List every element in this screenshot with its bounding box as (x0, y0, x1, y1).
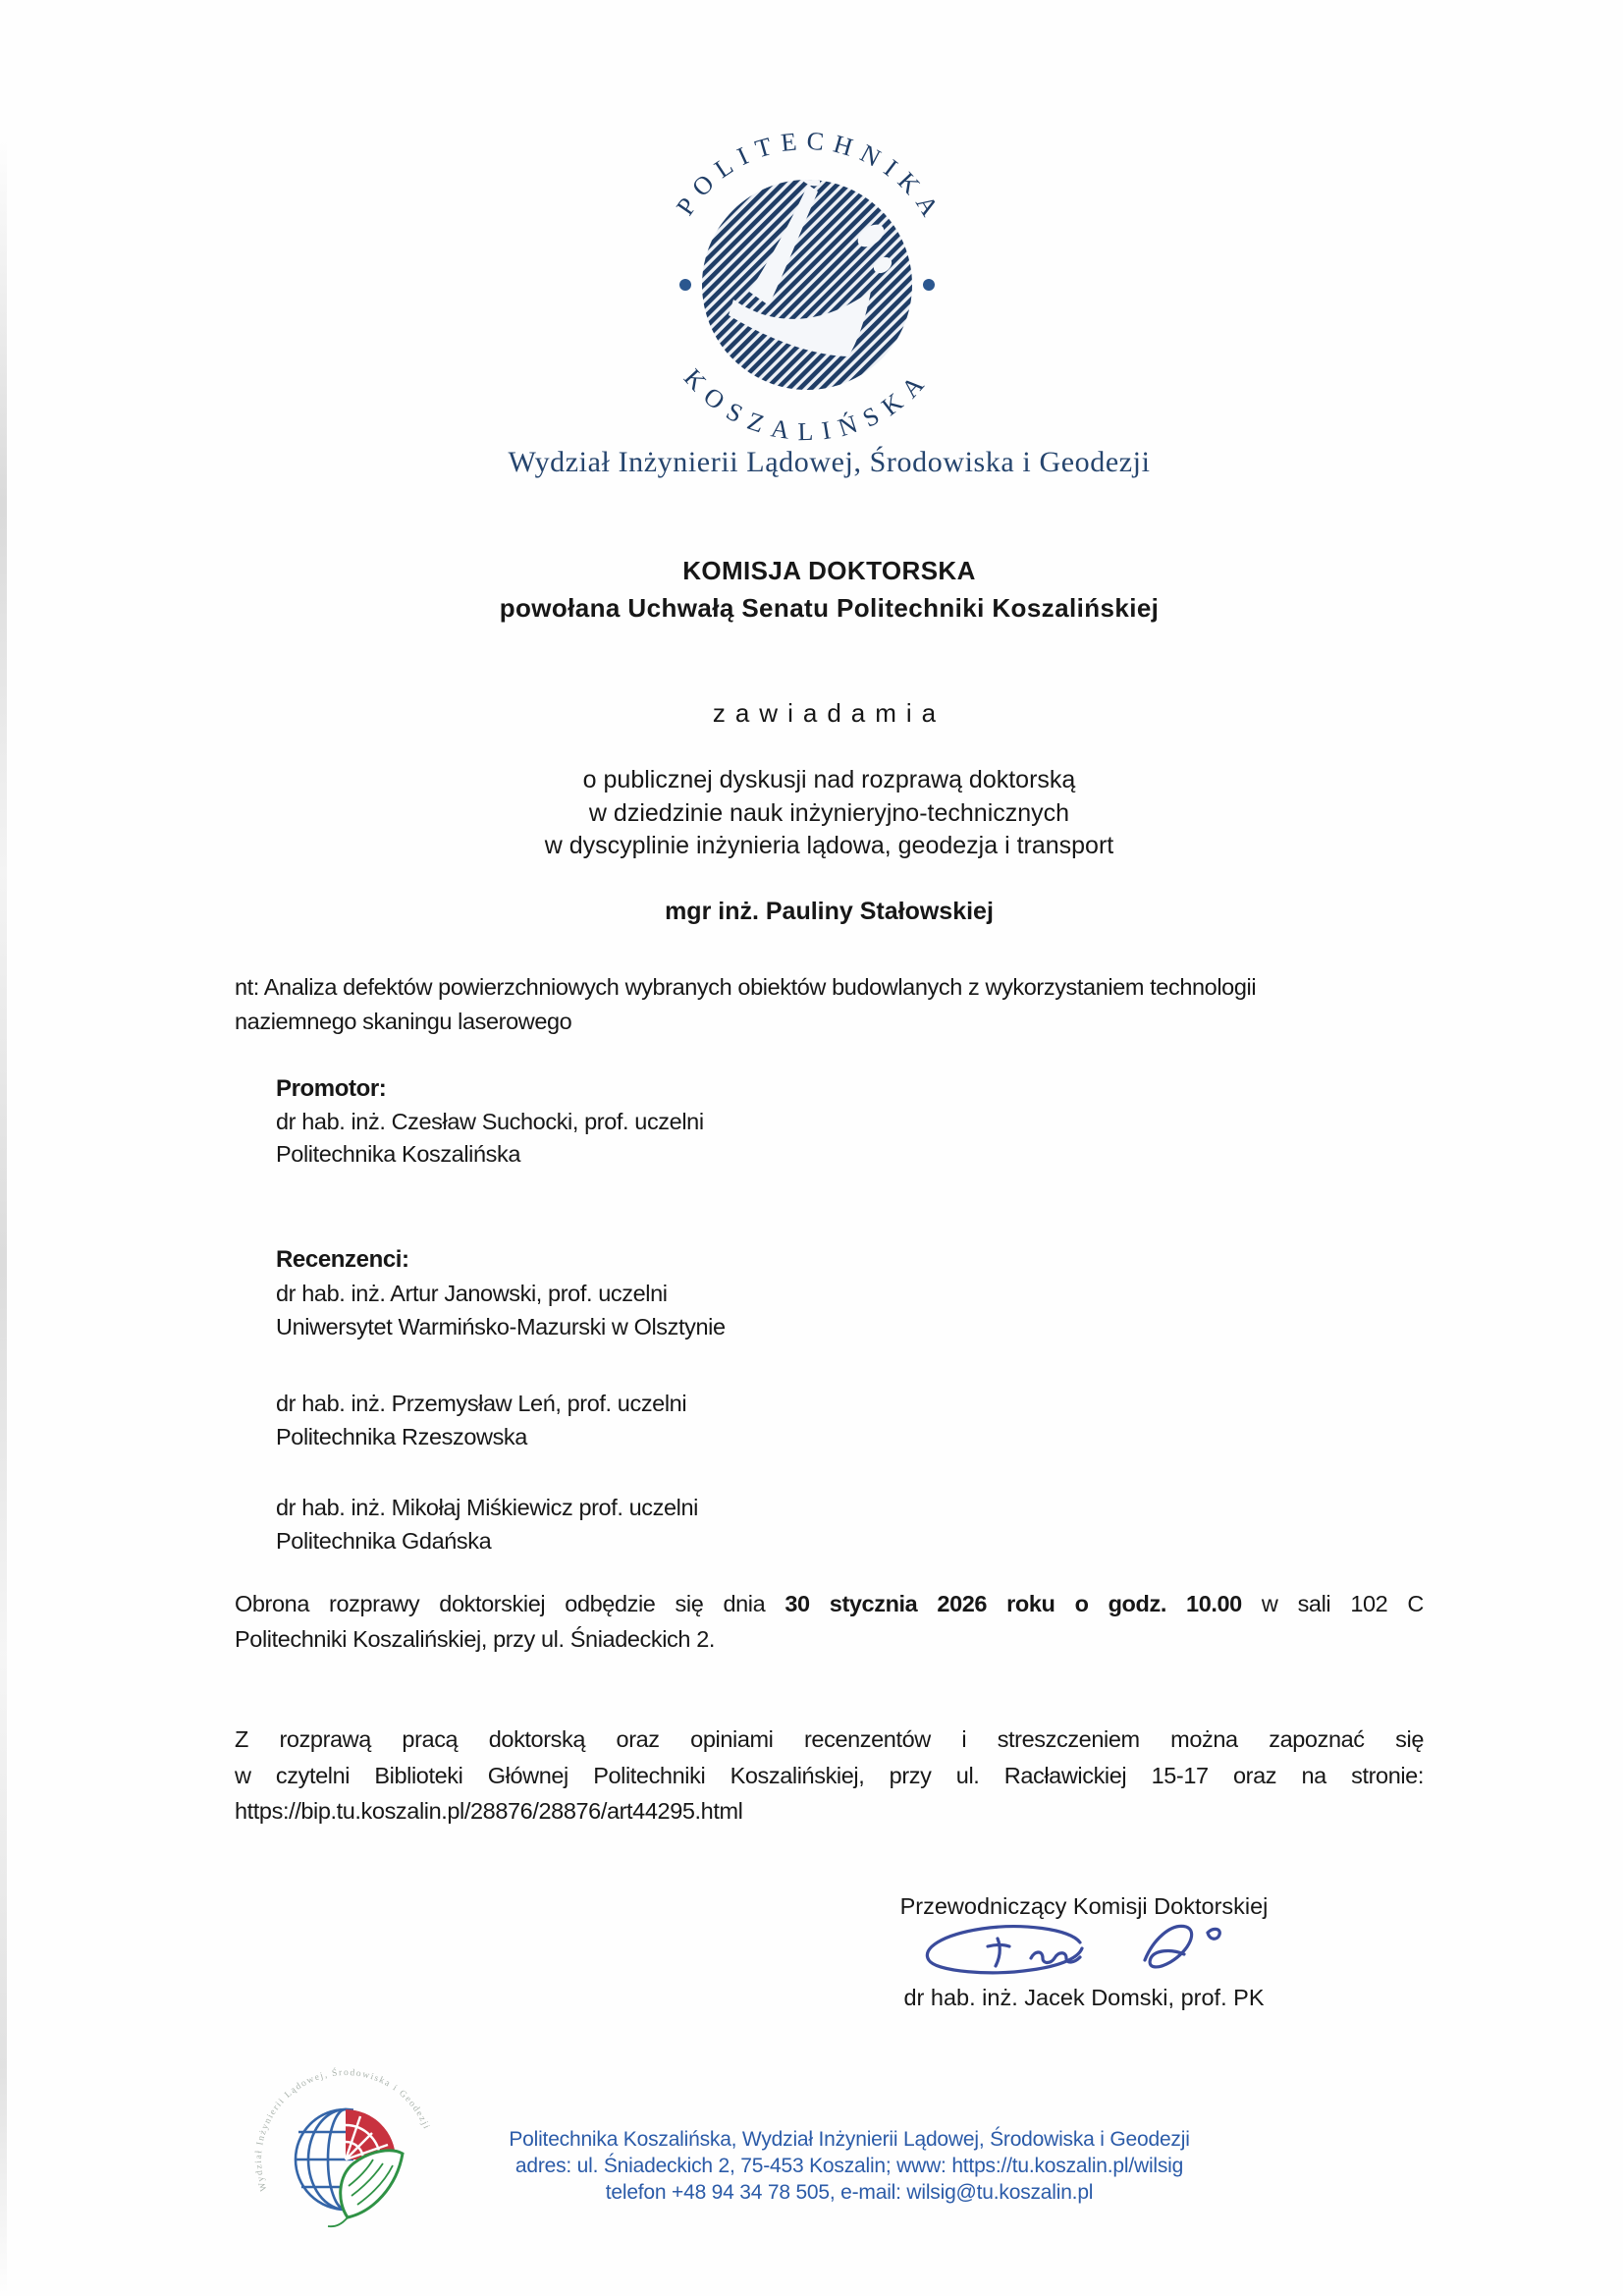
reviewer-affiliation: Uniwersytet Warmińsko-Mazurski w Olsztynie (276, 1314, 726, 1339)
faculty-name: Wydział Inżynierii Lądowej, Środowiska i Geodezji (508, 446, 1151, 478)
committee-subtitle: powołana Uchwałą Senatu Politechniki Koszalińskiej (499, 593, 1160, 623)
access-line-2: w czytelni Biblioteki Głównej Politechniki Koszalińskiej, przy ul. Racławickiej 15-17 oraz na stronie: (235, 1762, 1424, 1788)
promoter-affiliation: Politechnika Koszalińska (276, 1141, 521, 1167)
defense-date-time: 30 stycznia 2026 roku o godz. 10.00 (784, 1591, 1242, 1616)
defense-text-post: w sali 102 C (1241, 1591, 1424, 1616)
announcement-line-2: w dziedzinie nauk inżynieryjno-technicznych (588, 798, 1070, 827)
defense-paragraph (235, 1586, 1424, 1657)
chair-name: dr hab. inż. Jacek Domski, prof. PK (903, 1985, 1265, 2010)
promoter-heading: Promotor: (276, 1075, 387, 1102)
reviewer-entry (276, 1277, 1425, 1343)
faculty-logo-ring-text: Wydział Inżynierii Lądowej, Środowiska i Geodezji (253, 2067, 432, 2193)
defense-location-line: Politechniki Koszalińskiej, przy ul. Śniadeckich 2. (235, 1626, 716, 1652)
reviewer-name: dr hab. inż. Mikołaj Miśkiewicz prof. uczelni (276, 1495, 698, 1520)
access-paragraph (235, 1722, 1424, 1830)
announce-word: zawiadamia (712, 698, 947, 728)
reviewers-heading: Recenzenci: (276, 1246, 409, 1273)
logo-top-arc-text: POLITECHNIKA (671, 126, 949, 229)
scan-edge-artifact (0, 0, 7, 2296)
reviewer-entry (276, 1387, 1425, 1453)
thesis-title-line-2: naziemnego skaningu laserowego (235, 1009, 572, 1034)
thesis-title-line-1: nt: Analiza defektów powierzchniowych wybranych obiektów budowlanych z wykorzystaniem technologii (235, 974, 1257, 1000)
footer-contact-block (344, 2126, 1355, 2206)
university-logo (621, 98, 994, 471)
announcement-line-3: w dyscyplinie inżynieria lądowa, geodezja i transport (544, 832, 1114, 859)
announcement-line-1: o publicznej dyskusji nad rozprawą doktorską (582, 766, 1076, 793)
footer-line-1: Politechnika Koszalińska, Wydział Inżynierii Lądowej, Środowiska i Geodezji (509, 2128, 1190, 2151)
reviewer-name: dr hab. inż. Przemysław Leń, prof. uczelni (276, 1391, 687, 1416)
candidate-name: mgr inż. Pauliny Stałowskiej (665, 898, 994, 925)
logo-bottom-arc-text: KOSZALIŃSKA (677, 362, 937, 447)
reviewer-affiliation: Politechnika Gdańska (276, 1528, 492, 1554)
reviewer-entry (276, 1491, 1425, 1558)
promoter-name: dr hab. inż. Czesław Suchocki, prof. uczelni (276, 1108, 704, 1134)
footer-line-2: adres: ul. Śniadeckich 2, 75-453 Koszalin; www: https://tu.koszalin.pl/wilsig (514, 2155, 1184, 2177)
defense-text-pre: Obrona rozprawy doktorskiej odbędzie się dnia (235, 1591, 785, 1616)
footer-line-3: telefon +48 94 34 78 505, e-mail: wilsig@tu.koszalin.pl (605, 2181, 1094, 2204)
handwritten-signature (913, 1917, 1247, 1988)
committee-title: KOMISJA DOKTORSKA (682, 556, 976, 585)
reviewer-name: dr hab. inż. Artur Janowski, prof. uczelni (276, 1281, 668, 1306)
access-url: https://bip.tu.koszalin.pl/28876/28876/art44295.html (235, 1798, 743, 1824)
reviewer-affiliation: Politechnika Rzeszowska (276, 1424, 527, 1449)
access-line-1: Z rozprawą pracą doktorską oraz opiniami recenzentów i streszczeniem można zapoznać się (235, 1726, 1424, 1752)
logo-right-dot (923, 279, 935, 291)
logo-left-dot (679, 279, 691, 291)
chair-role: Przewodniczący Komisji Doktorskiej (899, 1893, 1269, 1919)
